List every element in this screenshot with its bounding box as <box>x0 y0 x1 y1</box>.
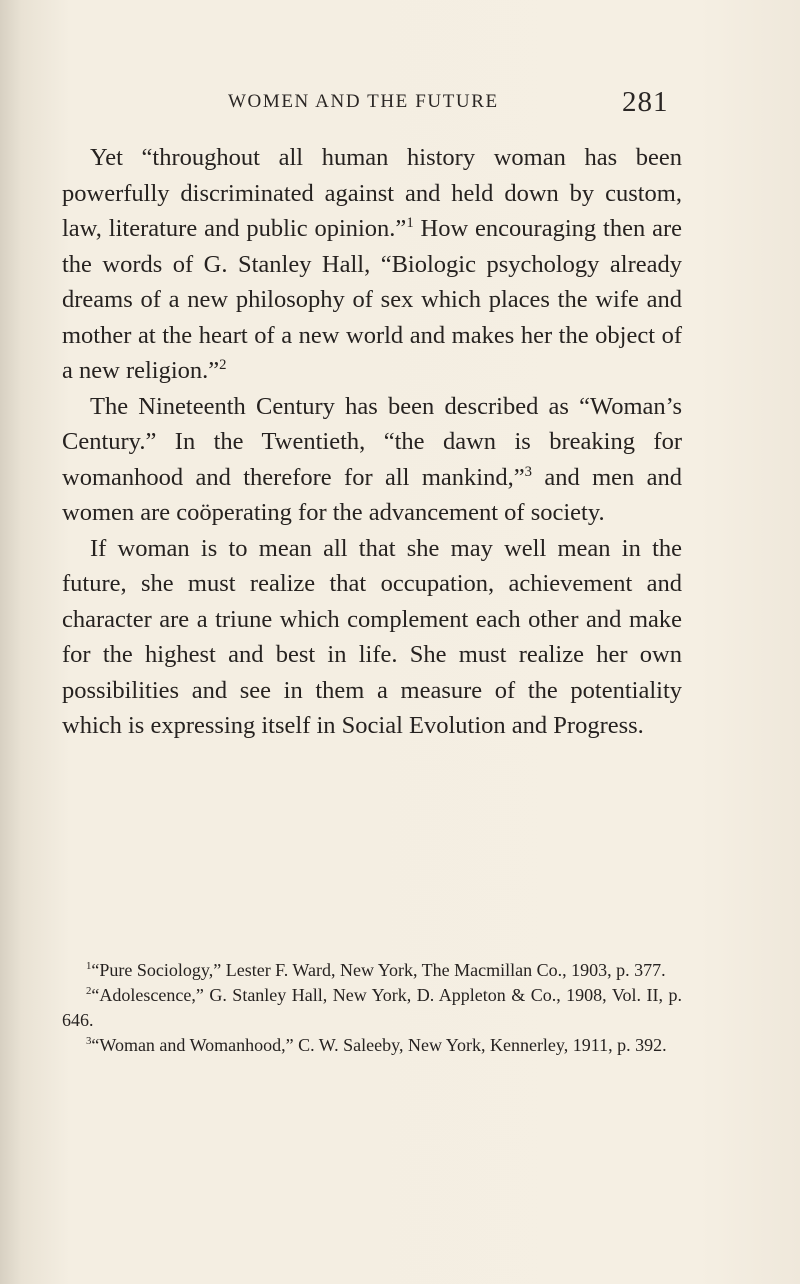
footnote-ref-2: 2 <box>219 356 227 373</box>
footnote-ref-1: 1 <box>406 214 414 231</box>
paragraph-1-text-b: How encouraging then are the words of G. Stanley Hall, “Biologic psychology already dreams of a new philosophy of sex which places the wife and mother at the heart of a new world and makes her the object of a new religion.” <box>62 215 682 384</box>
footnote-1 <box>62 958 682 983</box>
paragraph-3: If woman is to mean all that she may well mean in the future, she must realize that occupation, achievement and character are a triune which complement each other and make for the highest and best in life. She must realize her own possibilities and see in them a measure of the potentiality which is expressing itself in Social Evolution and Progress. <box>62 534 682 739</box>
footnote-text: “Woman and Womanhood,” C. W. Saleeby, New York, Kennerley, 1911, p. 392. <box>91 1035 667 1055</box>
paragraph-1-text-a: Yet “throughout all human history woman has been powerfully discriminated against and held down by custom, law, literature and public opinion.” <box>62 144 682 242</box>
paragraph-1 <box>62 140 682 389</box>
page-number: 281 <box>622 86 669 118</box>
footnote-mark: 2 <box>86 985 92 997</box>
footnote-ref-3: 3 <box>524 463 532 480</box>
footnote-3 <box>62 1033 682 1058</box>
footnote-text: “Adolescence,” G. Stanley Hall, New York, D. Appleton & Co., 1908, Vol. II, p. 646. <box>62 985 682 1030</box>
page-header <box>0 86 800 120</box>
paragraph-2 <box>62 389 682 531</box>
footnotes <box>62 958 682 1058</box>
footnote-text: “Pure Sociology,” Lester F. Ward, New York, The Macmillan Co., 1903, p. 377. <box>91 960 666 980</box>
running-head: WOMEN AND THE FUTURE <box>228 91 499 112</box>
paragraph-2-text-b: and men and women are coöperating for the advancement of society. <box>62 463 682 526</box>
paragraph-2-text-a: The Nineteenth Century has been described as “Woman’s Century.” In the Twentieth, “the dawn is breaking for womanhood and therefore for all mankind,” <box>62 392 682 491</box>
footnote-mark: 1 <box>86 960 92 972</box>
footnote-mark: 3 <box>86 1035 92 1047</box>
footnote-2 <box>62 983 682 1033</box>
body-text <box>62 140 682 744</box>
